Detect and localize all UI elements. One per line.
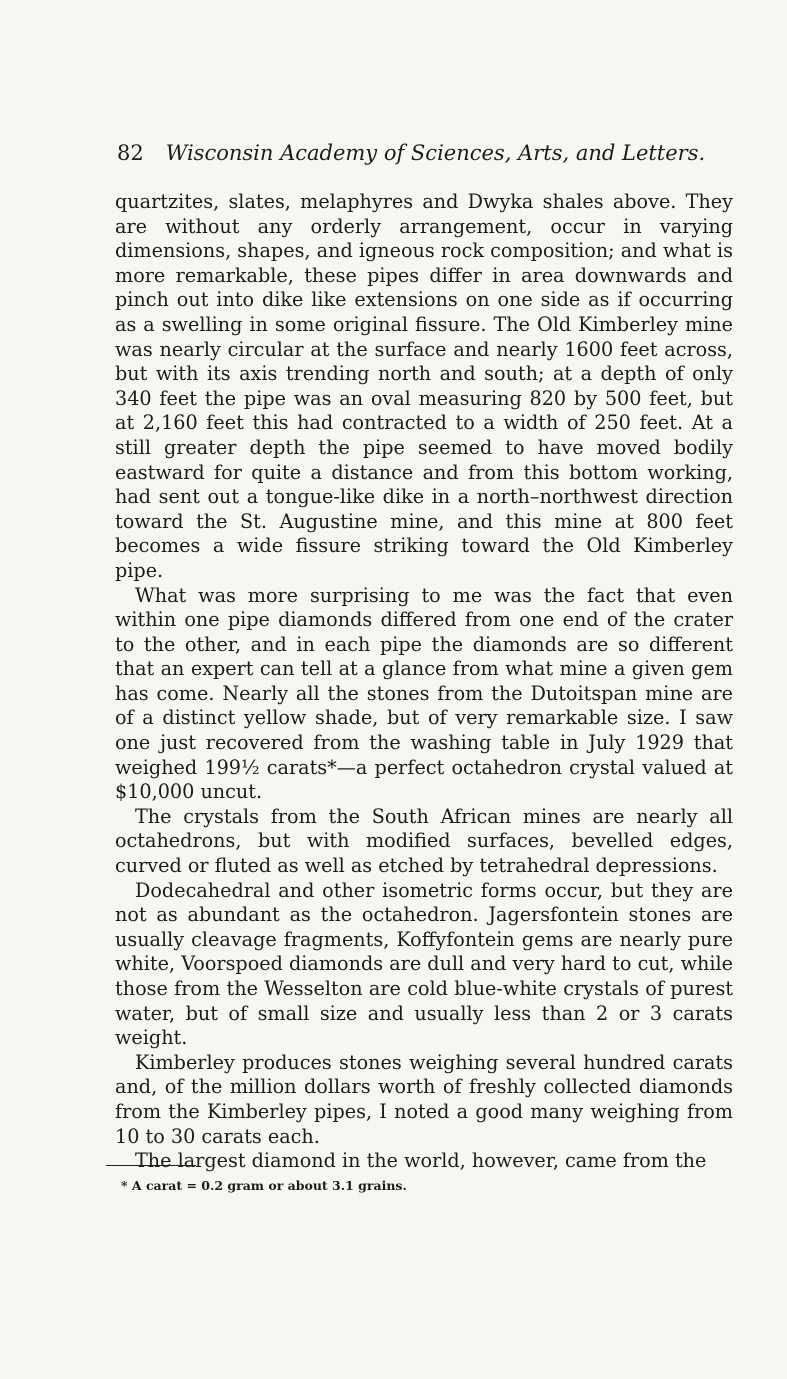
running-head bbox=[117, 140, 706, 166]
body-text bbox=[115, 190, 733, 1174]
page-number: 82 bbox=[117, 141, 144, 165]
paragraph-isometric-forms: Dodecahedral and other isometric forms occur, but they are not as abundant as the octahedron. Jagersfontein stones are usually cleavage fragments, Koffyfontein gems are nearly pure white, Voorspoed diamonds are dull and very hard to cut, while those from the Wesselton are cold blue-white crystals of purest water, but of small size and usually less than 2 or 3 carats weight. bbox=[115, 878, 733, 1050]
paragraph-continued: quartzites, slates, melaphyres and Dwyka shales above. They are without any orderly arrangement, occur in varying dimensions, shapes, and igneous rock composition; and what is more remarkable, these pipes differ in area downwards and pinch out into dike like extensions on one side as if occurring as a swelling in some original fissure. The Old Kimberley mine was nearly circular at the surface and nearly 1600 feet across, but with its axis trending north and south; at a depth of only 340 feet the pipe was an oval measuring 820 by 500 feet, but at 2,160 feet this had contracted to a width of 250 feet. At a still greater depth the pipe seemed to have moved bodily eastward for quite a distance and from this bottom working, had sent out a tongue-like dike in a north–northwest direction toward the St. Augustine mine, and this mine at 800 feet becomes a wide fissure striking toward the Old Kimberley pipe. bbox=[115, 190, 733, 582]
footnote-rule bbox=[106, 1165, 196, 1166]
footnote: * A carat = 0.2 gram or about 3.1 grains. bbox=[121, 1178, 407, 1193]
journal-title: Wisconsin Academy of Sciences, Arts, and Letters. bbox=[165, 141, 706, 165]
paragraph-crystal-forms: The crystals from the South African mines are nearly all octahedrons, but with modified surfaces, bevelled edges, curved or fluted as well as etched by tetrahedral depressions. bbox=[115, 804, 733, 878]
paragraph-diamond-differences: What was more surprising to me was the fact that even within one pipe diamonds differed from one end of the crater to the other, and in each pipe the diamonds are so different that an expert can tell at a glance from what mine a given gem has come. Nearly all the stones from the Dutoitspan mine are of a distinct yellow shade, but of very remarkable size. I saw one just recovered from the washing table in July 1929 that weighed 199½ carats*—a perfect octahedron crystal valued at $10,000 uncut. bbox=[115, 583, 733, 804]
paragraph-kimberley-stones: Kimberley produces stones weighing several hundred carats and, of the million dollars worth of freshly collected diamonds from the Kimberley pipes, I noted a good many weighing from 10 to 30 carats each. bbox=[115, 1050, 733, 1148]
paragraph-largest-diamond: The largest diamond in the world, however, came from the bbox=[135, 1149, 707, 1173]
